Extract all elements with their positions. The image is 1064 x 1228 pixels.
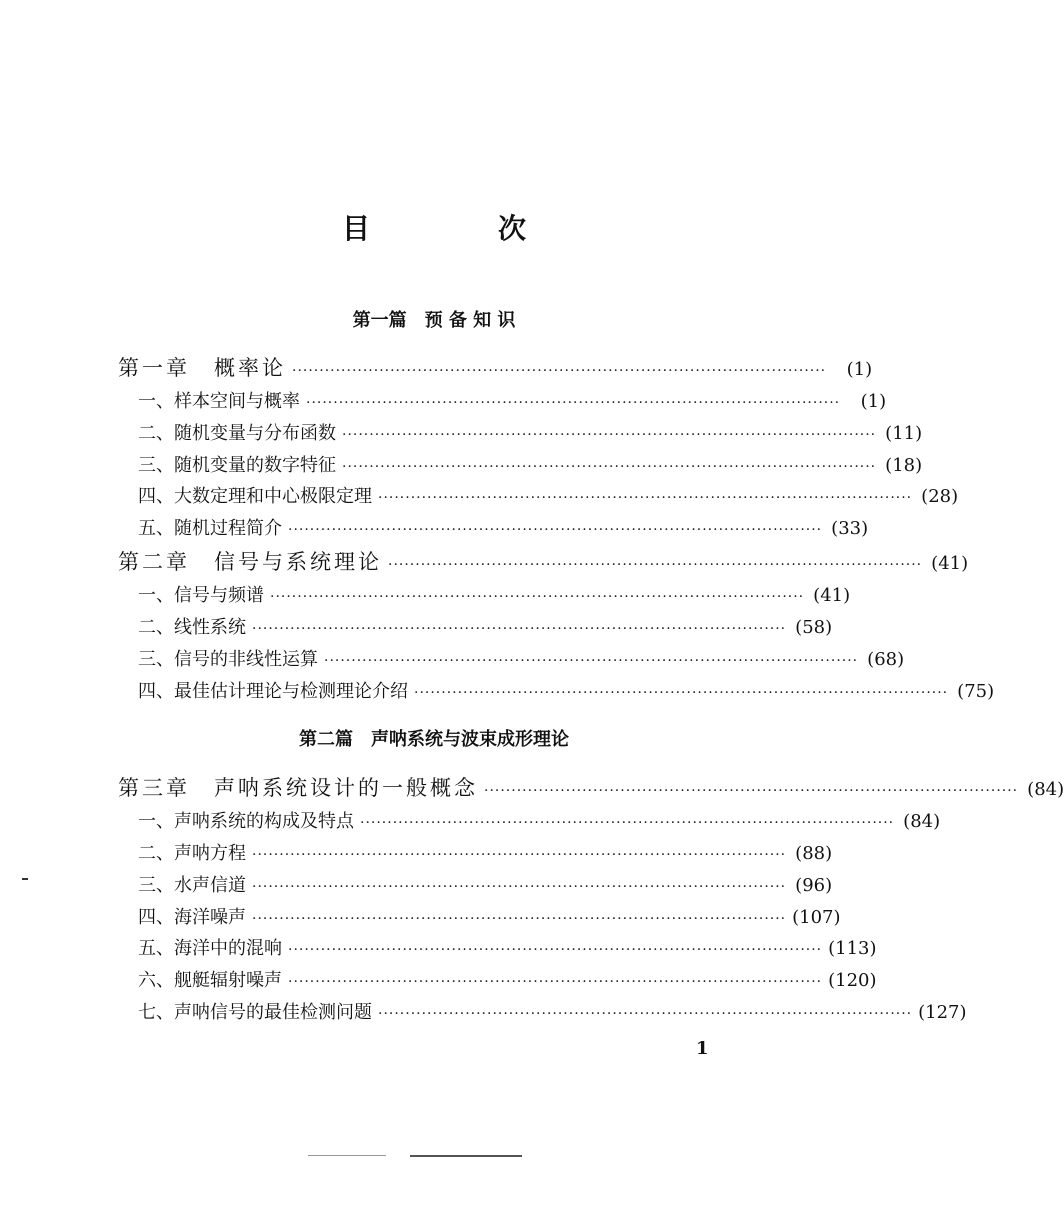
entry-page: (33) bbox=[831, 518, 869, 539]
entry-title: 二、线性系统 bbox=[138, 617, 246, 638]
leader-dots: ·································································································· bbox=[414, 685, 949, 701]
toc-section[interactable] bbox=[138, 839, 833, 865]
entry-page: (1) bbox=[860, 391, 887, 412]
entry-title: 第三章 声呐系统设计的一般概念 bbox=[118, 776, 478, 800]
entry-title: 七、声呐信号的最佳检测问题 bbox=[138, 1002, 372, 1023]
entry-title: 二、随机变量与分布函数 bbox=[138, 423, 336, 444]
entry-page: (11) bbox=[885, 423, 923, 444]
entry-page: (1) bbox=[846, 359, 873, 380]
entry-page: (120) bbox=[828, 970, 877, 991]
leader-dots: ·································································································· bbox=[270, 589, 805, 605]
scan-speck bbox=[22, 878, 28, 880]
entry-page: (84) bbox=[1027, 779, 1064, 800]
entry-title: 二、声呐方程 bbox=[138, 843, 246, 864]
entry-page: (41) bbox=[931, 553, 969, 574]
entry-page: (96) bbox=[795, 875, 833, 896]
leader-dots: ·································································································· bbox=[378, 1006, 913, 1022]
entry-title: 六、舰艇辐射噪声 bbox=[138, 970, 282, 991]
toc-section[interactable] bbox=[138, 871, 833, 897]
entry-page: (84) bbox=[903, 811, 941, 832]
leader-dots: ·································································································· bbox=[484, 783, 1019, 799]
toc-section[interactable] bbox=[138, 998, 967, 1024]
leader-dots: ·································································································· bbox=[288, 522, 823, 538]
entry-page: (107) bbox=[792, 907, 841, 928]
scan-artifact-line bbox=[410, 1155, 522, 1157]
entry-title: 五、海洋中的混响 bbox=[138, 938, 282, 959]
page-number: 1 bbox=[696, 1038, 709, 1059]
toc-section[interactable] bbox=[138, 934, 877, 960]
entry-title: 一、样本空间与概率 bbox=[138, 391, 300, 412]
toc-chapter[interactable] bbox=[118, 546, 969, 576]
entry-title: 四、最佳估计理论与检测理论介绍 bbox=[138, 681, 408, 702]
toc-chapter[interactable] bbox=[118, 772, 1064, 802]
leader-dots: ·································································································· bbox=[252, 911, 787, 927]
entry-page: (58) bbox=[795, 617, 833, 638]
toc-section[interactable] bbox=[138, 387, 887, 413]
toc-section[interactable] bbox=[138, 451, 923, 477]
part-heading-2: 第二篇 声呐系统与波束成形理论 bbox=[299, 729, 569, 750]
entry-title: 第二章 信号与系统理论 bbox=[118, 550, 382, 574]
leader-dots: ·································································································· bbox=[306, 395, 841, 411]
toc-section[interactable] bbox=[138, 514, 869, 540]
entry-title: 三、信号的非线性运算 bbox=[138, 649, 318, 670]
toc-section[interactable] bbox=[138, 677, 995, 703]
toc-section[interactable] bbox=[138, 613, 833, 639]
toc-section[interactable] bbox=[138, 482, 959, 508]
toc-section[interactable] bbox=[138, 581, 851, 607]
toc-section[interactable] bbox=[138, 419, 923, 445]
leader-dots: ·································································································· bbox=[360, 815, 895, 831]
leader-dots: ·································································································· bbox=[388, 557, 923, 573]
entry-title: 三、随机变量的数字特征 bbox=[138, 455, 336, 476]
entry-page: (68) bbox=[867, 649, 905, 670]
leader-dots: ·································································································· bbox=[324, 653, 859, 669]
leader-dots: ·································································································· bbox=[288, 942, 823, 958]
toc-section[interactable] bbox=[138, 966, 877, 992]
entry-page: (18) bbox=[885, 455, 923, 476]
toc-chapter[interactable] bbox=[118, 352, 873, 382]
entry-page: (127) bbox=[918, 1002, 967, 1023]
part-heading-1: 第一篇 预 备 知 识 bbox=[352, 310, 516, 331]
leader-dots: ·································································································· bbox=[378, 490, 913, 506]
entry-page: (41) bbox=[813, 585, 851, 606]
entry-title: 四、海洋噪声 bbox=[138, 907, 246, 928]
page-title: 目 次 bbox=[341, 212, 576, 245]
entry-title: 四、大数定理和中心极限定理 bbox=[138, 486, 372, 507]
entry-page: (75) bbox=[957, 681, 995, 702]
entry-title: 一、声呐系统的构成及特点 bbox=[138, 811, 354, 832]
leader-dots: ·································································································· bbox=[252, 879, 787, 895]
entry-page: (28) bbox=[921, 486, 959, 507]
leader-dots: ·································································································· bbox=[342, 427, 877, 443]
entry-page: (113) bbox=[828, 938, 877, 959]
toc-section[interactable] bbox=[138, 903, 841, 929]
scan-artifact-line bbox=[308, 1155, 386, 1156]
leader-dots: ·································································································· bbox=[288, 974, 823, 990]
leader-dots: ·································································································· bbox=[292, 363, 827, 379]
leader-dots: ·································································································· bbox=[252, 621, 787, 637]
entry-title: 第一章 概率论 bbox=[118, 356, 286, 380]
toc-section[interactable] bbox=[138, 645, 905, 671]
leader-dots: ·································································································· bbox=[252, 847, 787, 863]
toc-section[interactable] bbox=[138, 807, 941, 833]
leader-dots: ·································································································· bbox=[342, 459, 877, 475]
entry-title: 三、水声信道 bbox=[138, 875, 246, 896]
entry-title: 一、信号与频谱 bbox=[138, 585, 264, 606]
entry-title: 五、随机过程简介 bbox=[138, 518, 282, 539]
entry-page: (88) bbox=[795, 843, 833, 864]
